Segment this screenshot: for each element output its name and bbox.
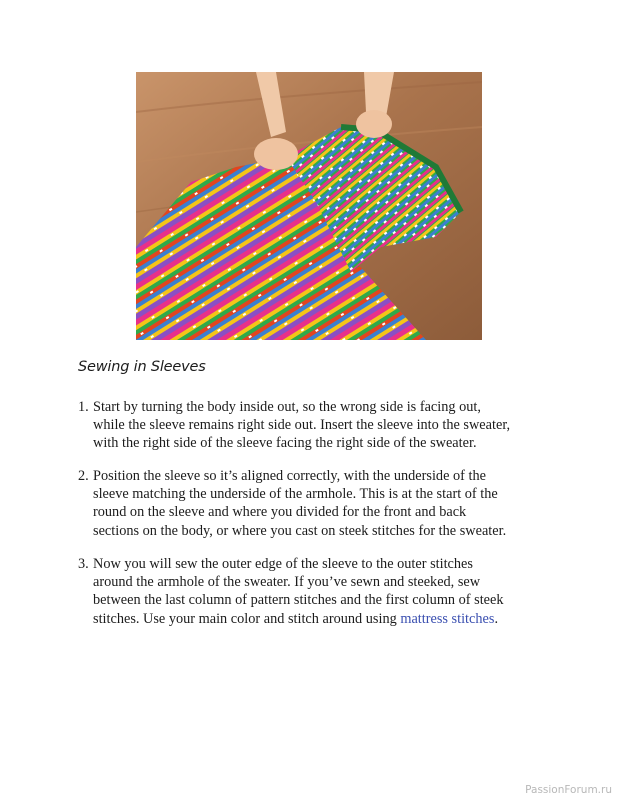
- step-text-segment: stitches. Use your main color and stitch around using: [93, 610, 401, 627]
- list-item: [78, 398, 548, 453]
- section-heading: Sewing in Sleeves: [78, 359, 206, 375]
- step-text-line: between the last column of pattern stitches and the first column of steek: [93, 592, 504, 609]
- step-text-line: round on the sleeve and where you divided for the front and back: [93, 504, 467, 521]
- list-item-number: 3.: [78, 556, 89, 572]
- step-text-line: Start by turning the body inside out, so the wrong side is facing out,: [93, 399, 481, 415]
- list-item: [78, 555, 548, 628]
- step-text-line: sections on the body, or where you cast on steek stitches for the sweater.: [93, 522, 507, 539]
- step-text-line: with the right side of the sleeve facing the right side of the sweater.: [93, 435, 477, 452]
- step-text-line-with-link: [93, 610, 548, 628]
- step-text-line: Now you will sew the outer edge of the sleeve to the outer stitches: [93, 556, 473, 572]
- step-text-segment: .: [494, 610, 499, 627]
- watermark: PassionForum.ru: [525, 784, 612, 796]
- mattress-stitches-link[interactable]: mattress stitches: [400, 610, 495, 627]
- step-text-line: while the sleeve remains right side out. Insert the sleeve into the sweater,: [93, 417, 511, 434]
- list-item: [78, 467, 548, 540]
- step-text-line: around the armhole of the sweater. If you’ve sewn and steeked, sew: [93, 574, 481, 591]
- list-item-number: 1.: [78, 399, 89, 415]
- knitted-sleeve-photo: [136, 72, 482, 340]
- step-text-line: sleeve matching the underside of the armhole. This is at the start of the: [93, 486, 498, 503]
- list-item-number: 2.: [78, 468, 89, 484]
- step-text-line: Position the sleeve so it’s aligned correctly, with the underside of the: [93, 468, 486, 484]
